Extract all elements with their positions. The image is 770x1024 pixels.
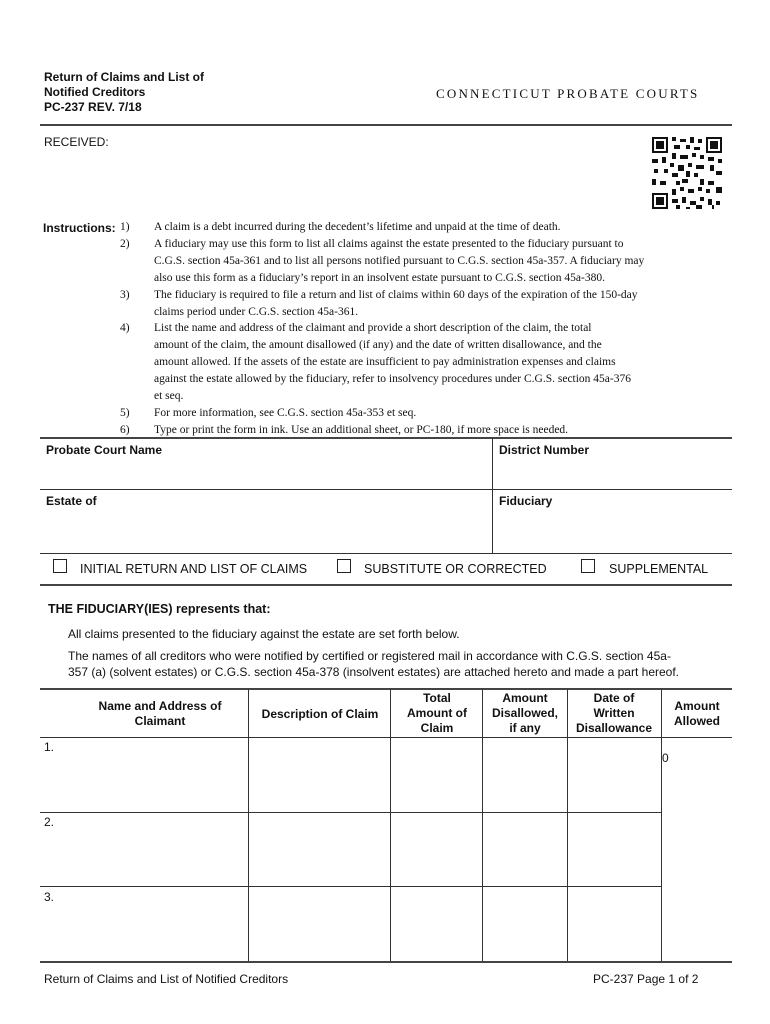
- col-header-disallowed-l3: if any: [509, 721, 541, 735]
- col-header-date-l1: Date of: [593, 691, 635, 705]
- instruction-number: 5): [120, 406, 130, 419]
- instruction-line: List the name and address of the claimant and provide a short description of the claim, the total: [154, 322, 592, 335]
- table-top-rule: [40, 688, 732, 690]
- instruction-number: 3): [120, 288, 130, 301]
- col-header-description: Description of Claim: [261, 707, 379, 721]
- instruction-text: [154, 287, 728, 321]
- instruction-line: against the estate allowed by the fiduciary, refer to insolvency procedures under C.G.S. section 45a-376: [154, 373, 631, 386]
- supplemental-label: SUPPLEMENTAL: [609, 562, 709, 576]
- probate-court-name-label: Probate Court Name: [46, 443, 163, 457]
- col-header-allowed-l2: Allowed: [673, 714, 720, 728]
- footer-form-title: Return of Claims and List of Notified Creditors: [44, 972, 289, 986]
- instruction-line: claims period under C.G.S. section 45a-361.: [154, 305, 359, 318]
- qr-code-icon: [650, 135, 724, 211]
- probate-court-name-field[interactable]: [41, 460, 491, 488]
- court-name: CONNECTICUT PROBATE COURTS: [436, 86, 700, 101]
- instructions-list: [118, 219, 728, 439]
- statement-paragraph-2-line1: The names of all creditors who were notified by certified or registered mail in accordance with C.G.S. section 45a-: [68, 649, 671, 663]
- instruction-text: [154, 219, 728, 236]
- instruction-line: amount allowed. If the assets of the estate are insufficient to pay administration expenses and claims: [154, 356, 616, 369]
- statement-paragraph-2-line2: 357 (a) (solvent estates) or C.G.S. section 45a-378 (insolvent estates) are attached hereto and made a part hereof.: [68, 665, 680, 679]
- statement-paragraph-1: All claims presented to the fiduciary against the estate are set forth below.: [68, 627, 460, 641]
- col-header-date-l3: Disallowance: [575, 721, 653, 735]
- statement-paragraph-2: [68, 648, 718, 680]
- instruction-line: et seq.: [154, 390, 184, 403]
- col-divider-1: [248, 689, 249, 961]
- col-divider-3: [482, 689, 483, 961]
- fiduciary-label: Fiduciary: [499, 494, 553, 508]
- table-row-1-rule: [40, 812, 662, 813]
- estate-of-label: Estate of: [46, 494, 97, 508]
- header-divider: [40, 124, 732, 126]
- instruction-number: 4): [120, 322, 130, 335]
- estate-of-field[interactable]: [41, 511, 491, 551]
- col-divider-5: [661, 689, 662, 961]
- instruction-item: [118, 320, 728, 405]
- col-header-total: [392, 691, 482, 736]
- row-2-number: 2.: [44, 815, 55, 829]
- fields-bottom-rule: [40, 553, 732, 554]
- instruction-item: [118, 236, 728, 287]
- col-header-total-l3: Claim: [420, 721, 454, 735]
- col-header-name: [60, 699, 260, 729]
- row-3-number: 3.: [44, 890, 55, 904]
- fields-mid-rule: [40, 489, 732, 490]
- instructions-label: Instructions:: [43, 221, 116, 235]
- form-title-block: [44, 70, 204, 115]
- instruction-item: [118, 219, 728, 236]
- col-header-total-l1: Total: [423, 691, 451, 705]
- fiduciary-statement-title: THE FIDUCIARY(IES) represents that:: [48, 602, 271, 616]
- instruction-line: also use this form as a fiduciary’s report in an insolvent estate pursuant to C.G.S. section 45a-380.: [154, 271, 605, 284]
- instruction-text: [154, 320, 728, 405]
- col-header-disallowed: [484, 691, 566, 736]
- col-header-disallowed-l2: Disallowed,: [491, 706, 559, 720]
- instruction-line: A fiduciary may use this form to list all claims against the estate presented to the fiduciary pursuant to: [154, 237, 624, 250]
- col-header-date-l2: Written: [593, 706, 635, 720]
- instruction-number: 2): [120, 237, 130, 250]
- table-bottom-rule: [40, 961, 732, 963]
- form-title-line2: Notified Creditors: [44, 85, 146, 99]
- instruction-number: 6): [120, 423, 130, 436]
- col-header-allowed: [662, 699, 732, 729]
- row-1-number: 1.: [44, 740, 55, 754]
- col-header-date: [568, 691, 660, 736]
- received-label: RECEIVED:: [44, 135, 109, 149]
- district-number-label: District Number: [499, 443, 590, 457]
- initial-return-checkbox[interactable]: [53, 559, 67, 573]
- table-header-rule: [40, 737, 732, 738]
- table-row-2-rule: [40, 886, 662, 887]
- instruction-line: amount of the claim, the amount disallowed (if any) and the date of written disallowance, and the: [154, 339, 602, 352]
- instruction-line: The fiduciary is required to file a return and list of claims within 60 days of the expiration of the 150-day: [154, 288, 638, 301]
- row-1-amount-allowed[interactable]: 0: [662, 751, 669, 765]
- instruction-line: Type or print the form in ink. Use an additional sheet, or PC-180, if more space is needed.: [154, 423, 569, 436]
- initial-return-label: INITIAL RETURN AND LIST OF CLAIMS: [80, 562, 308, 576]
- substitute-label: SUBSTITUTE OR CORRECTED: [364, 562, 547, 576]
- fields-top-rule: [40, 437, 732, 439]
- checkbox-bottom-rule: [40, 584, 732, 586]
- fiduciary-field[interactable]: [494, 511, 730, 551]
- instruction-number: 1): [120, 221, 130, 233]
- col-header-allowed-l1: Amount: [674, 699, 720, 713]
- col-header-name-l2: Claimant: [134, 714, 186, 728]
- col-header-total-l2: Amount of: [407, 706, 467, 720]
- instruction-line: For more information, see C.G.S. section 45a-353 et seq.: [154, 406, 417, 419]
- instruction-item: [118, 287, 728, 321]
- form-title-line1: Return of Claims and List of: [44, 70, 205, 84]
- supplemental-checkbox[interactable]: [581, 559, 595, 573]
- instruction-line: A claim is a debt incurred during the decedent’s lifetime and unpaid at the time of death.: [154, 221, 561, 233]
- footer-page-number: PC-237 Page 1 of 2: [593, 972, 699, 986]
- col-header-name-l1: Name and Address of: [98, 699, 222, 713]
- col-header-disallowed-l1: Amount: [502, 691, 548, 705]
- substitute-checkbox[interactable]: [337, 559, 351, 573]
- instruction-item: [118, 405, 728, 422]
- col-divider-2: [390, 689, 391, 961]
- district-number-field[interactable]: [494, 460, 730, 488]
- instruction-text: [154, 236, 728, 287]
- form-code: PC-237 REV. 7/18: [44, 100, 142, 114]
- instruction-text: [154, 405, 728, 422]
- fields-column-divider: [492, 438, 493, 553]
- instruction-line: C.G.S. section 45a-361 and to list all persons notified pursuant to C.G.S. section 45a-357. A fiduciary may: [154, 254, 645, 267]
